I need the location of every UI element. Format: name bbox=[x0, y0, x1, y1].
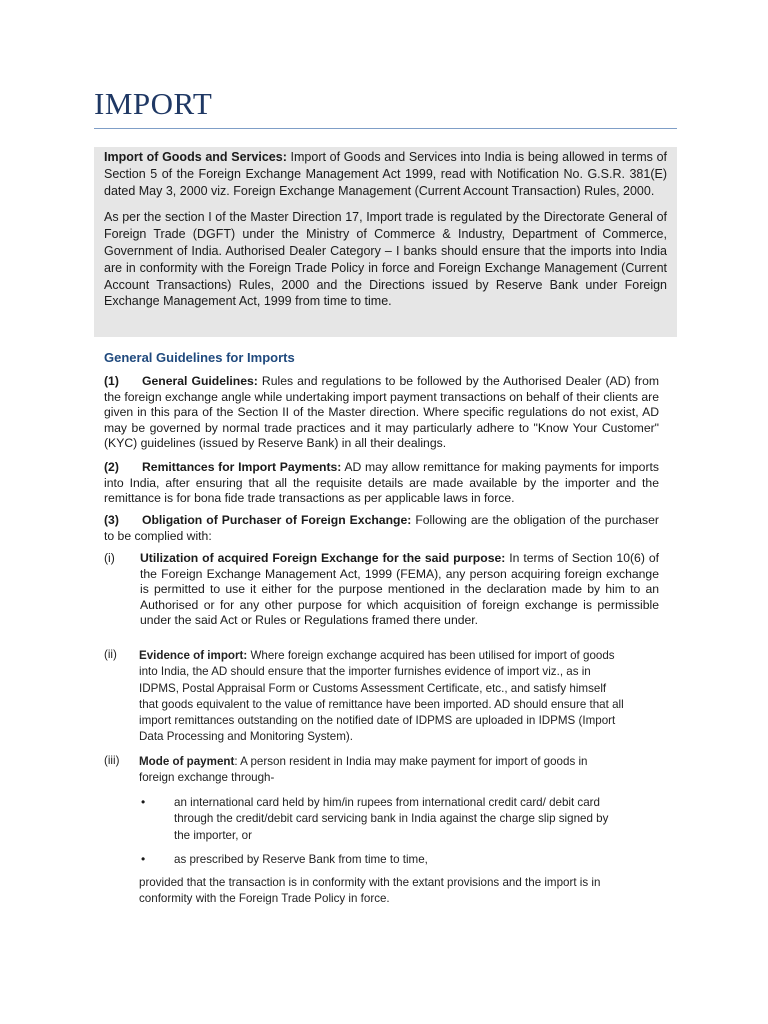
sub-item-ii-body bbox=[139, 648, 624, 746]
section-heading: General Guidelines for Imports bbox=[104, 350, 295, 365]
sub-item-ii-label: Evidence of import: bbox=[139, 649, 248, 662]
intro-text-1: Import of Goods and Services into India is being allowed in terms of Section 5 of the Foreign Exchange Management Act 1999, read with Notification No. G.S.R. 381(E) dated May 3, 2000 viz. Foreign Exchange Management (Current Account Transaction) Rules, 2000. bbox=[104, 150, 667, 198]
guideline-2-text: AD may allow remittance for making payments for imports into India, after ensuring that all the requisite details are made available by the importer and the remittance is for bona fide trade transactions as per applicable laws in force. bbox=[104, 460, 660, 505]
guideline-2-label: Remittances for Import Payments: bbox=[142, 460, 342, 474]
guideline-1 bbox=[104, 374, 659, 452]
guideline-2 bbox=[104, 460, 659, 507]
intro-box bbox=[94, 147, 677, 337]
proviso-text: provided that the transaction is in conformity with the extant provisions and the import is in conformity with the Foreign Trade Policy in force. bbox=[139, 876, 601, 906]
bullet-text-2: as prescribed by Reserve Bank from time to time, bbox=[174, 853, 428, 866]
guideline-1-number: (1) bbox=[104, 374, 119, 388]
sub-item-iii-number: (iii) bbox=[104, 754, 120, 767]
sub-item-ii-number: (ii) bbox=[104, 648, 117, 661]
intro-label: Import of Goods and Services: bbox=[104, 150, 287, 164]
sub-item-i-label: Utilization of acquired Foreign Exchange for the said purpose: bbox=[140, 551, 506, 565]
sub-item-i-body bbox=[140, 551, 659, 629]
guideline-2-number: (2) bbox=[104, 460, 119, 474]
guideline-3-text: Following are the obligation of the purchaser to be complied with: bbox=[104, 513, 659, 543]
sub-item-iii-text: : A person resident in India may make payment for import of goods in foreign exchange through- bbox=[139, 755, 588, 785]
intro-paragraph-2: As per the section I of the Master Direction 17, Import trade is regulated by the Directorate General of Foreign Trade (DGFT) under the Ministry of Commerce & Industry, Department of Commerce, Government of India. Authorised Dealer Category – I banks should ensure that the imports into India are in conformity with the Foreign Trade Policy in force and Foreign Exchange Management (Current Account Transactions) Rules, 2000 and the Directions issued by Reserve Bank under Foreign Exchange Management Act, 1999 from time to time. bbox=[104, 210, 667, 309]
title-underline bbox=[94, 128, 677, 129]
page-title: IMPORT bbox=[94, 86, 213, 121]
sub-item-i-text: In terms of Section 10(6) of the Foreign Exchange Management Act, 1999 (FEMA), any person acquiring foreign exchange is permitted to use it either for the purpose mentioned in the declaration made by him to an Authorised or for any other purpose for which acquisition of foreign exchange is permissible under the said Act or Rules or Regulations framed there under. bbox=[140, 551, 659, 627]
guideline-1-text: Rules and regulations to be followed by the Authorised Dealer (AD) from the foreign exchange angle while undertaking import payment transactions on behalf of their clients are given in this para of the Section II of the Master direction. Where specific regulations do not exist, AD may be governed by normal trade practices and it may particularly adhere to "Know Your Customer" (KYC) guidelines (issued by Reserve Bank) in all their dealings. bbox=[104, 374, 659, 450]
sub-item-iii-label: Mode of payment bbox=[139, 755, 235, 768]
bullet-icon: • bbox=[141, 795, 146, 809]
intro-paragraph-1 bbox=[104, 149, 667, 199]
guideline-3 bbox=[104, 513, 659, 544]
sub-item-iii-body bbox=[139, 754, 624, 787]
guideline-3-label: Obligation of Purchaser of Foreign Exchange: bbox=[142, 513, 412, 527]
bullet-text-1: an international card held by him/in rupees from international credit card/ debit card through the credit/debit card servicing bank in India against the charge slip signed by the importer, or bbox=[174, 796, 609, 842]
sub-item-ii-text: Where foreign exchange acquired has been utilised for import of goods into India, the AD should ensure that the importer furnishes evidence of import viz., as in IDPMS, Postal Appraisal Form or Customs Assessment Certificate, etc., and satisfy himself that goods equivalent to the value of remittance have been imported. AD should ensure that all import remittances outstanding on the notified date of IDPMS are uploaded in IDPMS (Import Data Processing and Monitoring System). bbox=[139, 649, 624, 744]
bullet-icon: • bbox=[141, 852, 146, 866]
guideline-1-label: General Guidelines: bbox=[142, 374, 258, 388]
guideline-3-number: (3) bbox=[104, 513, 119, 527]
sub-item-i-number: (i) bbox=[104, 551, 115, 565]
